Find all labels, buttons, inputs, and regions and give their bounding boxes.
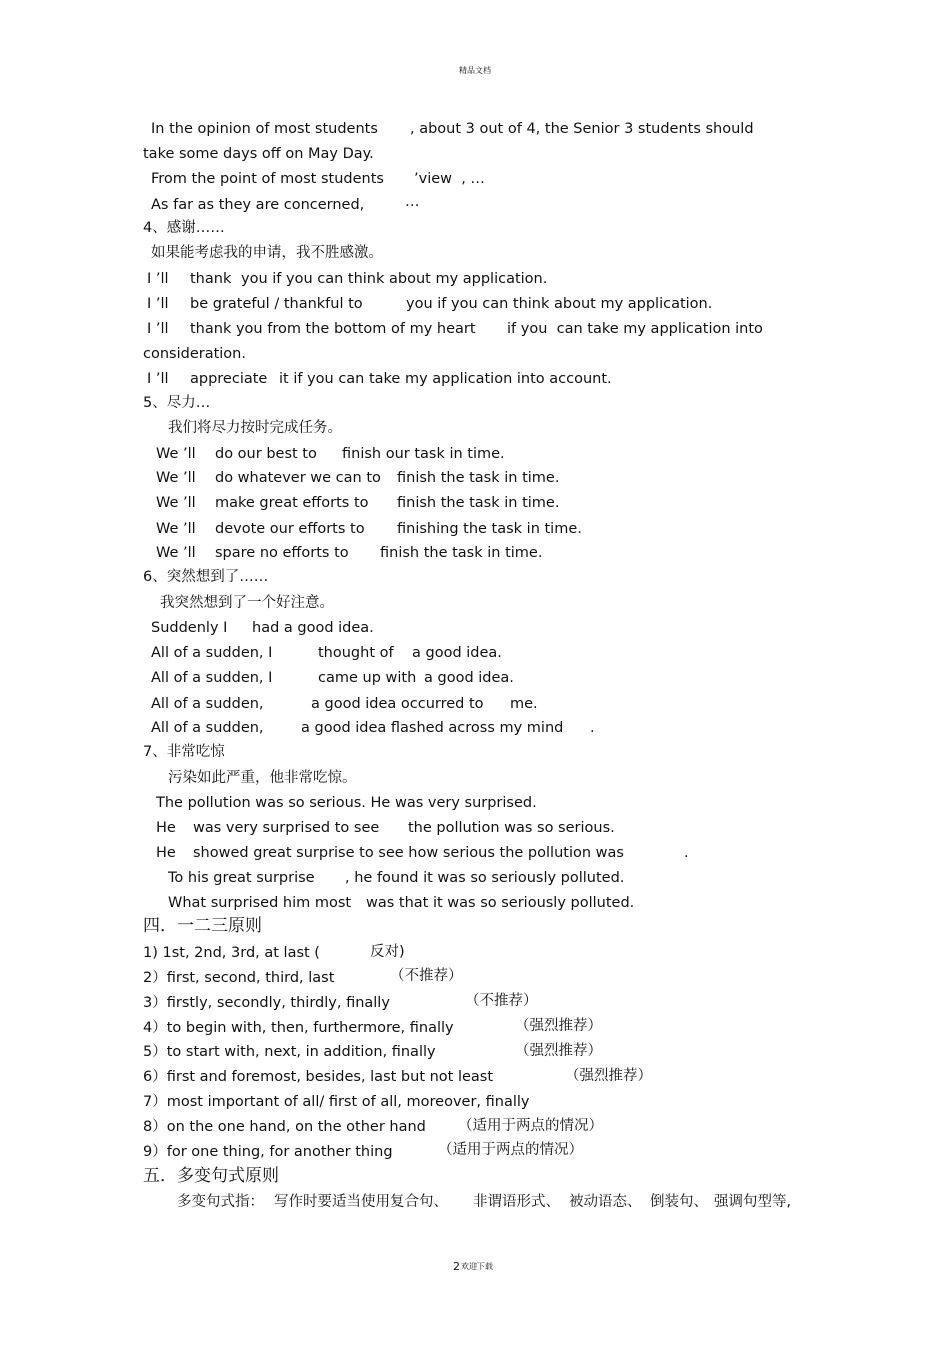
- phrase-key: appreciate: [190, 371, 268, 387]
- paragraph-fragment: 非谓语形式、: [473, 1194, 560, 1210]
- list-item: 9）for one thing, for another thing: [143, 1144, 393, 1160]
- phrase-key: had a good idea.: [252, 620, 374, 636]
- paragraph-fragment: 被动语态、: [569, 1194, 642, 1210]
- page-number: 2: [453, 1260, 460, 1273]
- list-item: 5）to start with, next, in addition, finally: [143, 1044, 436, 1060]
- page-header: 精品文档: [459, 66, 491, 75]
- phrase-subject: We ’ll: [156, 495, 196, 511]
- text-line: consideration.: [143, 346, 246, 362]
- phrase-rest: you if you can think about my application.: [241, 271, 548, 287]
- text-line: In the opinion of most students: [151, 121, 378, 137]
- phrase-key: do whatever we can to: [215, 470, 381, 486]
- phrase-subject: We ’ll: [156, 470, 196, 486]
- phrase-key: was very surprised to see: [193, 820, 380, 836]
- list-item: 4）to begin with, then, furthermore, finally: [143, 1020, 454, 1036]
- phrase-key: came up with: [318, 670, 417, 686]
- phrase-key: thank you from the bottom of my heart: [190, 321, 476, 337]
- chinese-sentence: 我们将尽力按时完成任务。: [168, 420, 342, 436]
- phrase-key: showed great surprise to see how serious the pollution was: [193, 845, 624, 861]
- list-item: 1) 1st, 2nd, 3rd, at last (: [143, 945, 320, 961]
- paragraph-fragment: 强调句型等,: [714, 1194, 792, 1210]
- list-note: （不推荐）: [390, 968, 463, 984]
- phrase-subject: I ’ll: [147, 321, 169, 337]
- phrase-subject: He: [156, 820, 176, 836]
- phrase-key: a good idea occurred to: [311, 696, 484, 712]
- list-note: （强烈推荐）: [565, 1068, 652, 1084]
- list-note: （不推荐）: [465, 993, 538, 1009]
- chinese-sentence: 我突然想到了一个好注意。: [160, 595, 334, 611]
- phrase-rest: .: [684, 845, 689, 861]
- phrase-subject: All of a sudden, I: [151, 645, 273, 661]
- phrase-subject: We ’ll: [156, 521, 196, 537]
- text-line: ’view , …: [414, 171, 485, 187]
- list-note: 反对): [370, 944, 405, 960]
- phrase-key: thank: [190, 271, 232, 287]
- text-line: , about 3 out of 4, the Senior 3 students should: [410, 121, 754, 137]
- phrase-key: be grateful / thankful to: [190, 296, 363, 312]
- phrase-rest: finish our task in time.: [342, 446, 505, 462]
- list-note: （强烈推荐）: [515, 1043, 602, 1059]
- section-heading: 四．一二三原则: [143, 916, 262, 936]
- paragraph-fragment: 多变句式指：: [177, 1194, 264, 1210]
- phrase-key: make great efforts to: [215, 495, 369, 511]
- section-heading: 4、感谢……: [143, 220, 225, 236]
- section-heading: 7、非常吃惊: [143, 744, 225, 760]
- phrase-key: thought of: [318, 645, 394, 661]
- list-item: 8）on the one hand, on the other hand: [143, 1119, 426, 1135]
- phrase-key: spare no efforts to: [215, 545, 349, 561]
- phrase-rest: .: [590, 720, 595, 736]
- text-line: …: [405, 194, 420, 210]
- phrase-rest: finish the task in time.: [380, 545, 543, 561]
- list-item: 6）first and foremost, besides, last but not least: [143, 1069, 494, 1085]
- phrase-subject: He: [156, 845, 176, 861]
- phrase-subject: All of a sudden,: [151, 696, 264, 712]
- section-heading: 6、突然想到了……: [143, 569, 269, 585]
- phrase-key: do our best to: [215, 446, 317, 462]
- phrase-subject: I ’ll: [147, 271, 169, 287]
- phrase-key: a good idea flashed across my mind: [301, 720, 564, 736]
- phrase-subject: I ’ll: [147, 371, 169, 387]
- list-note: （强烈推荐）: [515, 1018, 602, 1034]
- phrase-rest: a good idea.: [412, 645, 502, 661]
- phrase-key: devote our efforts to: [215, 521, 365, 537]
- list-note: （适用于两点的情况）: [458, 1118, 603, 1134]
- phrase-subject: Suddenly I: [151, 620, 228, 636]
- phrase-subject: All of a sudden,: [151, 720, 264, 736]
- phrase-rest: finish the task in time.: [397, 470, 560, 486]
- chinese-sentence: 如果能考虑我的申请，我不胜感激。: [151, 245, 383, 261]
- section-heading: 5、尽力…: [143, 395, 211, 411]
- text-line: The pollution was so serious. He was very surprised.: [156, 795, 537, 811]
- text-line: take some days off on May Day.: [143, 146, 374, 162]
- paragraph-fragment: 写作时要适当使用复合句、: [274, 1194, 448, 1210]
- text-line: As far as they are concerned,: [151, 197, 365, 213]
- phrase-subject: We ’ll: [156, 545, 196, 561]
- phrase-key: What surprised him most: [168, 895, 352, 911]
- text-line: From the point of most students: [151, 171, 384, 187]
- paragraph-fragment: 倒装句、: [650, 1194, 708, 1210]
- chinese-sentence: 污染如此严重，他非常吃惊。: [168, 770, 357, 786]
- phrase-rest: you if you can think about my application.: [406, 296, 713, 312]
- phrase-subject: I ’ll: [147, 296, 169, 312]
- phrase-subject: All of a sudden, I: [151, 670, 273, 686]
- phrase-rest: it if you can take my application into account.: [279, 371, 612, 387]
- phrase-rest: finishing the task in time.: [397, 521, 582, 537]
- list-note: （适用于两点的情况）: [438, 1142, 583, 1158]
- phrase-rest: , he found it was so seriously polluted.: [345, 870, 625, 886]
- phrase-rest: finish the task in time.: [397, 495, 560, 511]
- phrase-rest: me.: [510, 696, 538, 712]
- phrase-subject: We ’ll: [156, 446, 196, 462]
- phrase-rest: a good idea.: [424, 670, 514, 686]
- phrase-rest: was that it was so seriously polluted.: [366, 895, 635, 911]
- phrase-rest: the pollution was so serious.: [408, 820, 615, 836]
- list-item: 2）first, second, third, last: [143, 970, 335, 986]
- phrase-key: To his great surprise: [168, 870, 315, 886]
- section-heading: 五．多变句式原则: [143, 1166, 279, 1186]
- phrase-rest: if you can take my application into: [507, 321, 763, 337]
- footer-note: 欢迎下载: [461, 1262, 493, 1271]
- list-item: 7）most important of all/ first of all, moreover, finally: [143, 1094, 530, 1110]
- list-item: 3）firstly, secondly, thirdly, finally: [143, 995, 390, 1011]
